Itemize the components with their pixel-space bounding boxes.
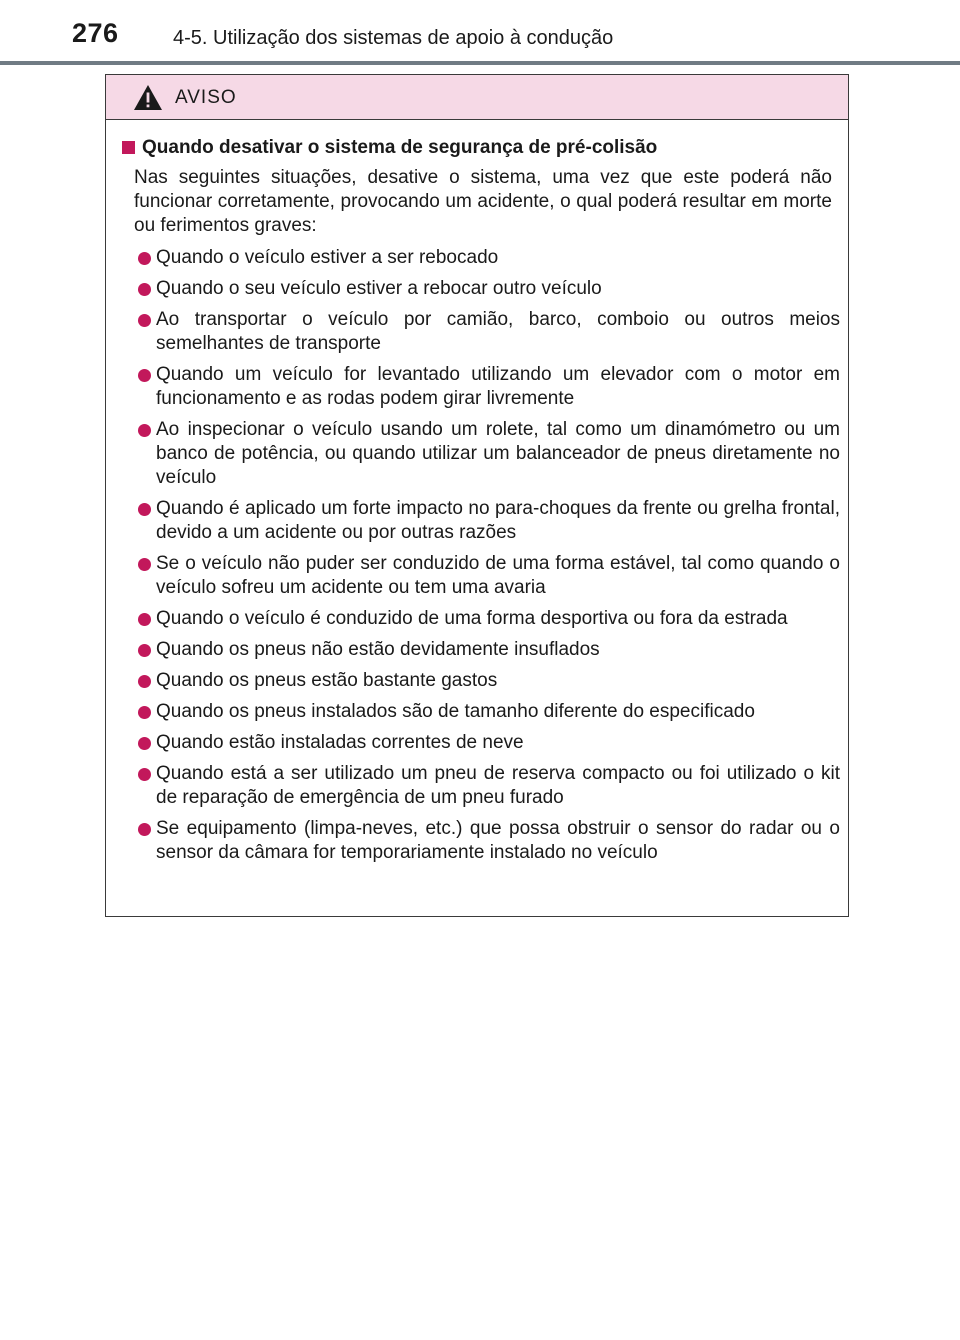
warning-heading-row	[114, 136, 840, 160]
list-item-text: Quando um veículo for levantado utilizando um elevador com o motor em funcionamento e as rodas podem girar livremente	[156, 364, 840, 409]
list-item-text: Ao inspecionar o veículo usando um rolete, tal como um dinamómetro ou um banco de potência, ou quando utilizar um balanceador de pneus diretamente no veículo	[156, 419, 840, 488]
list-item	[114, 552, 840, 600]
dot-bullet-icon	[138, 283, 151, 296]
list-item-text: Quando é aplicado um forte impacto no para-choques da frente ou grelha frontal, devido a um acidente ou por outras razões	[156, 498, 840, 543]
dot-bullet-icon	[138, 706, 151, 719]
warning-box	[105, 74, 849, 917]
list-item-text: Quando o veículo é conduzido de uma forma desportiva ou fora da estrada	[156, 608, 788, 629]
section-title: 4-5. Utilização dos sistemas de apoio à condução	[173, 27, 614, 49]
dot-bullet-icon	[138, 644, 151, 657]
list-item-text: Ao transportar o veículo por camião, barco, comboio ou outros meios semelhantes de transporte	[156, 309, 840, 354]
dot-bullet-icon	[138, 503, 151, 516]
square-bullet-icon	[122, 141, 135, 154]
dot-bullet-icon	[138, 675, 151, 688]
dot-bullet-icon	[138, 369, 151, 382]
warning-header	[106, 75, 848, 120]
list-item-text: Quando os pneus não estão devidamente insuflados	[156, 639, 600, 660]
list-item	[114, 731, 840, 755]
list-item-text: Quando o veículo estiver a ser rebocado	[156, 247, 499, 268]
warning-content	[106, 120, 848, 865]
list-item-text: Quando os pneus instalados são de tamanho diferente do especificado	[156, 701, 755, 722]
page-header	[0, 0, 960, 64]
list-item-text: Quando está a ser utilizado um pneu de reserva compacto ou foi utilizado o kit de reparação de emergência de um pneu furado	[156, 763, 840, 808]
warning-label: AVISO	[175, 87, 237, 108]
list-item	[114, 607, 840, 631]
dot-bullet-icon	[138, 823, 151, 836]
header-rule	[0, 61, 960, 65]
list-item	[114, 418, 840, 490]
list-item	[114, 363, 840, 411]
warning-heading: Quando desativar o sistema de segurança de pré-colisão	[142, 137, 658, 158]
list-item	[114, 246, 840, 270]
dot-bullet-icon	[138, 558, 151, 571]
list-item	[114, 817, 840, 865]
list-item-text: Quando o seu veículo estiver a rebocar outro veículo	[156, 278, 602, 299]
warning-intro: Nas seguintes situações, desative o sistema, uma vez que este poderá não funcionar corretamente, provocando um acidente, o qual poderá resultar em morte ou ferimentos graves:	[134, 167, 832, 236]
warning-triangle-icon	[133, 84, 163, 111]
warning-list	[114, 246, 840, 865]
list-item	[114, 497, 840, 545]
list-item	[114, 277, 840, 301]
dot-bullet-icon	[138, 613, 151, 626]
list-item-text: Quando os pneus estão bastante gastos	[156, 670, 498, 691]
dot-bullet-icon	[138, 252, 151, 265]
list-item	[114, 669, 840, 693]
dot-bullet-icon	[138, 424, 151, 437]
list-item-text: Se equipamento (limpa-neves, etc.) que possa obstruir o sensor do radar ou o sensor da câmara for temporariamente instalado no veículo	[156, 818, 840, 863]
list-item	[114, 700, 840, 724]
page-number: 276	[72, 18, 119, 48]
list-item	[114, 638, 840, 662]
list-item-text: Quando estão instaladas correntes de neve	[156, 732, 524, 753]
dot-bullet-icon	[138, 314, 151, 327]
dot-bullet-icon	[138, 737, 151, 750]
list-item	[114, 762, 840, 810]
list-item	[114, 308, 840, 356]
list-item-text: Se o veículo não puder ser conduzido de uma forma estável, tal como quando o veículo sofreu um acidente ou tem uma avaria	[156, 553, 840, 598]
dot-bullet-icon	[138, 768, 151, 781]
